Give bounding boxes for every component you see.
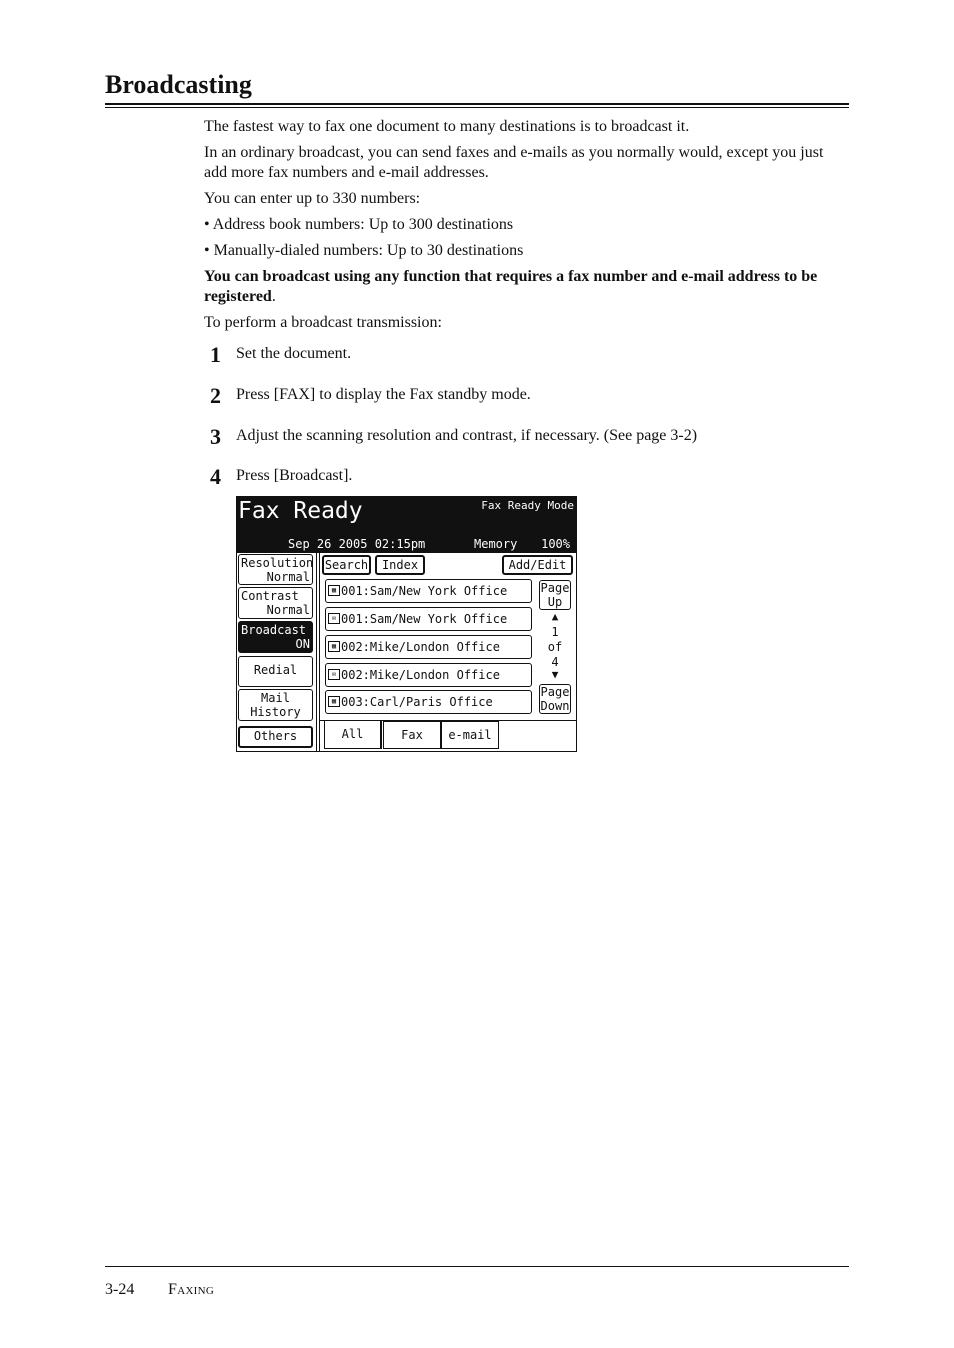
others-button[interactable] bbox=[238, 726, 313, 748]
bullet-address-book: • Address book numbers: Up to 300 destinations bbox=[204, 216, 514, 233]
page-down-line2: Down bbox=[540, 699, 570, 713]
step-text-4: Press [Broadcast]. bbox=[236, 467, 353, 484]
intro-paragraph-3: You can enter up to 330 numbers: bbox=[204, 190, 421, 207]
arrow-down-icon: ▼ bbox=[551, 668, 559, 681]
fax-icon: ▦ bbox=[328, 641, 340, 652]
intro-paragraph-2: In an ordinary broadcast, you can send faxes and e-mails as you normally would, except you just add more fax numbers and e-mail addresses. bbox=[204, 144, 824, 181]
page-of: of bbox=[547, 640, 563, 654]
steps-intro: To perform a broadcast transmission: bbox=[204, 314, 442, 331]
title-rule bbox=[105, 103, 849, 105]
broadcast-label: Broadcast bbox=[241, 623, 307, 637]
redial-label: Redial bbox=[253, 663, 298, 677]
email-icon: ✉ bbox=[328, 669, 340, 680]
step-number-3: 3 bbox=[210, 424, 221, 449]
step-number-1: 1 bbox=[210, 342, 221, 367]
step-text-1: Set the document. bbox=[236, 345, 352, 362]
lcd-mode: Fax Ready Mode bbox=[481, 499, 574, 512]
mail-history-line1: Mail bbox=[261, 691, 290, 705]
intro-paragraph-1: The fastest way to fax one document to many destinations is to broadcast it. bbox=[204, 118, 690, 135]
section-name: Faxing bbox=[168, 1281, 215, 1298]
redial-button[interactable] bbox=[238, 656, 313, 687]
destination-label: 003:Carl/Paris Office bbox=[341, 695, 493, 709]
email-icon: ✉ bbox=[328, 613, 340, 624]
destination-entry[interactable] bbox=[325, 690, 532, 714]
step-text-3: Adjust the scanning resolution and contrast, if necessary. (See page 3-2) bbox=[236, 427, 698, 444]
index-button[interactable]: Index bbox=[375, 555, 425, 575]
lcd-divider bbox=[316, 553, 317, 752]
bullet-manual-dial: • Manually-dialed numbers: Up to 30 destinations bbox=[204, 242, 524, 259]
mail-history-line2: History bbox=[250, 705, 301, 719]
contrast-label: Contrast bbox=[241, 589, 299, 603]
arrow-up-icon: ▲ bbox=[551, 610, 559, 623]
page-total: 4 bbox=[551, 655, 559, 669]
destination-label: 001:Sam/New York Office bbox=[341, 612, 508, 626]
bold-note-text: You can broadcast using any function that requires a fax number and e-mail address to be registered bbox=[204, 268, 818, 305]
contrast-button[interactable] bbox=[238, 587, 313, 619]
resolution-value: Normal bbox=[266, 570, 310, 584]
page-up-line2: Up bbox=[547, 595, 563, 609]
fax-icon: ▦ bbox=[328, 696, 340, 707]
add-edit-button[interactable]: Add/Edit bbox=[502, 555, 573, 575]
lcd-memory-label: Memory bbox=[474, 537, 518, 551]
others-label: Others bbox=[253, 729, 298, 743]
destination-entry[interactable] bbox=[325, 579, 532, 603]
page-current: 1 bbox=[551, 625, 559, 639]
search-button[interactable]: Search bbox=[322, 555, 371, 575]
contrast-value: Normal bbox=[266, 603, 310, 617]
lcd-title: Fax Ready bbox=[238, 498, 363, 524]
destination-label: 002:Mike/London Office bbox=[341, 640, 500, 654]
page-up-line1: Page bbox=[540, 581, 570, 595]
mail-history-button[interactable] bbox=[238, 689, 313, 721]
page-down-line1: Page bbox=[540, 685, 570, 699]
step-number-4: 4 bbox=[210, 464, 221, 489]
step-number-2: 2 bbox=[210, 383, 221, 408]
bold-note bbox=[204, 267, 834, 307]
title-rule-thin bbox=[105, 107, 849, 108]
broadcast-value: ON bbox=[295, 637, 310, 651]
resolution-button[interactable] bbox=[238, 554, 313, 585]
page-down-button[interactable] bbox=[539, 684, 571, 714]
destination-label: 002:Mike/London Office bbox=[341, 668, 500, 682]
page-number: 3-24 bbox=[105, 1281, 135, 1298]
step-text-2: Press [FAX] to display the Fax standby mode. bbox=[236, 386, 531, 403]
page-up-button[interactable] bbox=[539, 580, 571, 610]
destination-entry[interactable] bbox=[325, 663, 532, 687]
destination-entry[interactable] bbox=[325, 635, 532, 659]
lcd-date: Sep 26 2005 02:15pm bbox=[288, 537, 426, 551]
destination-entry[interactable] bbox=[325, 607, 532, 631]
destination-label: 001:Sam/New York Office bbox=[341, 584, 508, 598]
tab-email[interactable]: e-mail bbox=[441, 721, 499, 749]
page-title: Broadcasting bbox=[105, 70, 252, 99]
tab-all[interactable]: All bbox=[324, 721, 382, 749]
lcd-memory-value: 100% bbox=[541, 537, 570, 551]
bold-note-period: . bbox=[271, 288, 276, 305]
footer-rule bbox=[105, 1266, 849, 1267]
lcd-header bbox=[237, 497, 576, 553]
resolution-label: Resolution bbox=[241, 556, 314, 570]
tab-fax[interactable]: Fax bbox=[383, 721, 441, 749]
fax-lcd-screen bbox=[236, 496, 577, 752]
lcd-divider-inner bbox=[319, 553, 320, 752]
broadcast-button[interactable] bbox=[238, 621, 313, 653]
fax-icon: ▦ bbox=[328, 585, 340, 596]
